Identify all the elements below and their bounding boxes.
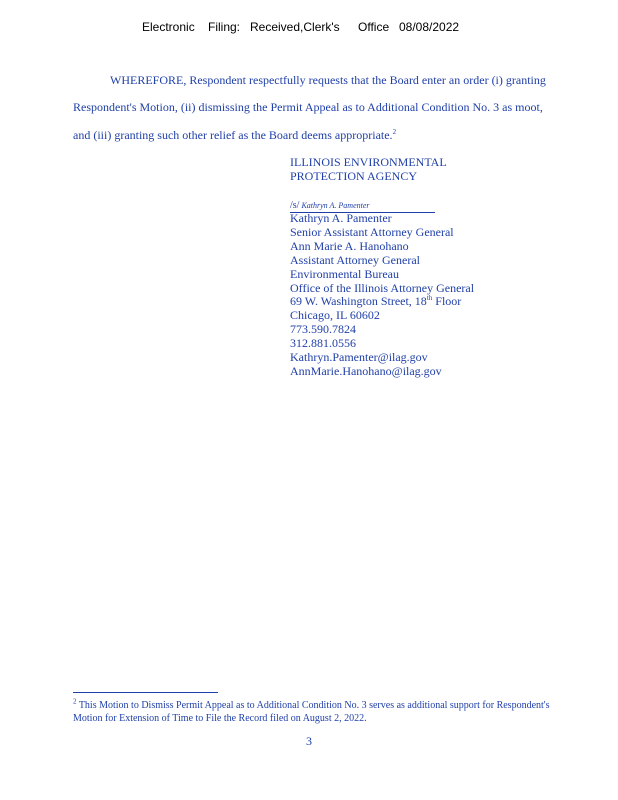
footnote [73, 697, 573, 725]
paragraph-line-2-text: Respondent's Motion, (ii) dismissing the Permit Appeal as to Additional Condition No. 3 as moot, [73, 100, 543, 114]
signature-name: Kathryn A. Pamenter [301, 201, 370, 210]
sig-line-name-2: Ann Marie A. Hanohano [290, 238, 409, 253]
header-electronic: Electronic [142, 20, 195, 34]
paragraph-line-2 [73, 100, 543, 115]
agency-line-1: ILLINOIS ENVIRONMENTAL [290, 155, 447, 169]
footnote-text: This Motion to Dismiss Permit Appeal as to Additional Condition No. 3 serves as additional support for Respondent's Motion for Extension of Time to File the Record filed on August 2, 2022. [73, 700, 550, 724]
agency-name [290, 156, 447, 184]
header-office: Office [358, 20, 390, 34]
header-received: Received,Clerk's [250, 20, 340, 34]
paragraph-line-1: WHEREFORE, Respondent respectfully requests that the Board enter an order (i) granting [110, 73, 546, 87]
sig-line-bureau: Environmental Bureau [290, 266, 399, 281]
sig-line-email-2[interactable]: AnnMarie.Hanohano@ilag.gov [290, 363, 442, 378]
footnote-number: 2 [73, 697, 77, 706]
page-number: 3 [306, 734, 312, 748]
sig-line-title-2: Assistant Attorney General [290, 252, 420, 267]
footnote-reference: 2 [392, 128, 397, 136]
paragraph-line-3-text: and (iii) granting such other relief as the Board deems appropriate. [73, 128, 393, 142]
signature-prefix: /s/ [290, 200, 300, 211]
sig-line-address [290, 295, 474, 309]
paragraph-line-3 [73, 128, 396, 143]
header-filing: Filing: [208, 20, 241, 34]
header-date: 08/08/2022 [399, 20, 460, 34]
sig-line-email-1[interactable]: Kathryn.Pamenter@ilag.gov [290, 350, 428, 365]
sig-line-phone-1: 773.590.7824 [290, 322, 356, 337]
sig-line-phone-2: 312.881.0556 [290, 336, 356, 351]
address-prefix: 69 W. Washington Street, 18 [290, 294, 427, 309]
address-ordinal: th [426, 294, 433, 303]
sig-line-title: Senior Assistant Attorney General [290, 224, 454, 239]
agency-line-2: PROTECTION AGENCY [290, 168, 418, 183]
signature-block [290, 212, 474, 379]
sig-line-city: Chicago, IL 60602 [290, 308, 380, 323]
sig-line-office: Office of the Illinois Attorney General [290, 280, 475, 295]
sig-line-name: Kathryn A. Pamenter [290, 211, 392, 225]
footnote-separator [73, 692, 218, 693]
address-suffix: Floor [432, 294, 462, 309]
